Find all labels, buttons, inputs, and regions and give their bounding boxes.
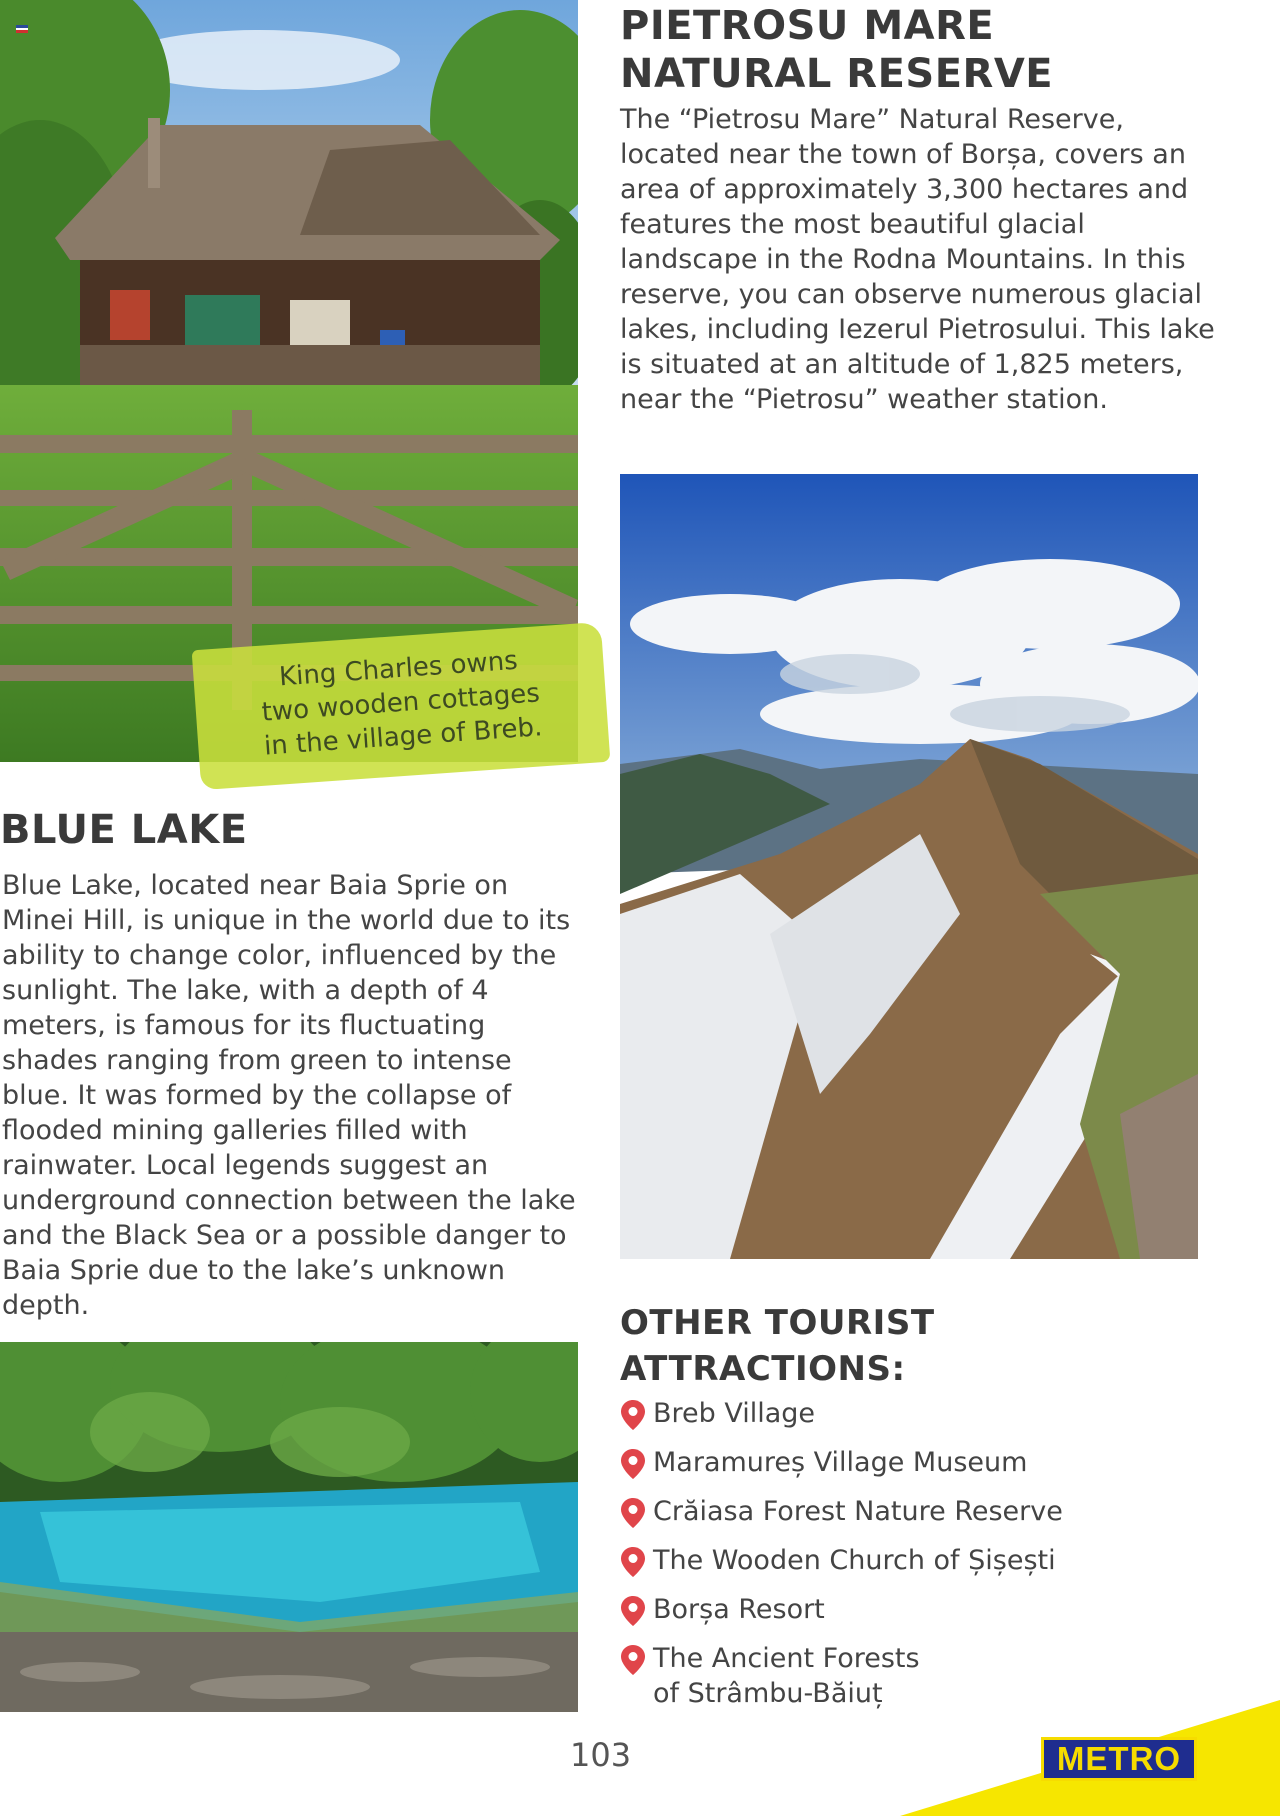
list-item (620, 1445, 1220, 1480)
attraction-label: Maramureș Village Museum (653, 1447, 1028, 1478)
blue-lake-body: Blue Lake, located near Baia Sprie on Minei Hill, is unique in the world due to its ability to change color, influenced by the sunlight. The lake, with a depth of 4 meters, is famous for its fluctuating shades ranging from green to intense blue. It was formed by the collapse of flooded mining galleries filled with rainwater. Local legends suggest an underground connection between the lake and the Black Sea or a possible danger to Baia Sprie due to the lake’s unknown depth. (2, 870, 576, 1321)
attraction-label: The Wooden Church of Șișești (653, 1545, 1056, 1576)
king-charles-callout (192, 622, 611, 790)
pietrosu-body: The “Pietrosu Mare” Natural Reserve, located near the town of Borșa, covers an area of approximately 3,300 hectares and features the most beautiful glacial landscape in the Rodna Mountains. In this reserve, you can observe numerous glacial lakes, including Iezerul Pietrosului. This lake is situated at an altitude of 1,825 meters, near the “Pietrosu” weather station. (620, 104, 1215, 415)
blue-lake-title: BLUE LAKE (0, 807, 248, 853)
attraction-label: The Ancient Forests of Strâmbu-Băiuț (653, 1643, 920, 1709)
location-pin-icon (620, 1546, 646, 1578)
callout-text: King Charles owns two wooden cottages in the village of Breb. (260, 645, 544, 762)
list-item (620, 1494, 1220, 1529)
attraction-label: Crăiasa Forest Nature Reserve (653, 1496, 1063, 1527)
list-item (620, 1592, 1220, 1627)
blue-lake-photo (0, 1342, 578, 1712)
location-pin-icon (620, 1595, 646, 1627)
list-item (620, 1396, 1220, 1431)
metro-logo-text: METRO (1056, 1740, 1182, 1777)
location-pin-icon (620, 1644, 646, 1676)
flag-icon (16, 18, 28, 26)
list-item (620, 1543, 1220, 1578)
mountain-photo (620, 474, 1198, 1259)
metro-logo (1041, 1737, 1197, 1781)
pietrosu-title: PIETROSU MARE NATURAL RESERVE (620, 3, 1054, 97)
location-pin-icon (620, 1448, 646, 1480)
attraction-label: Borșa Resort (653, 1594, 825, 1625)
attractions-list (620, 1396, 1220, 1725)
attraction-label: Breb Village (653, 1398, 816, 1429)
location-pin-icon (620, 1497, 646, 1529)
attractions-title: OTHER TOURIST ATTRACTIONS: (620, 1303, 935, 1389)
page-number: 103 (570, 1736, 632, 1774)
location-pin-icon (620, 1399, 646, 1431)
